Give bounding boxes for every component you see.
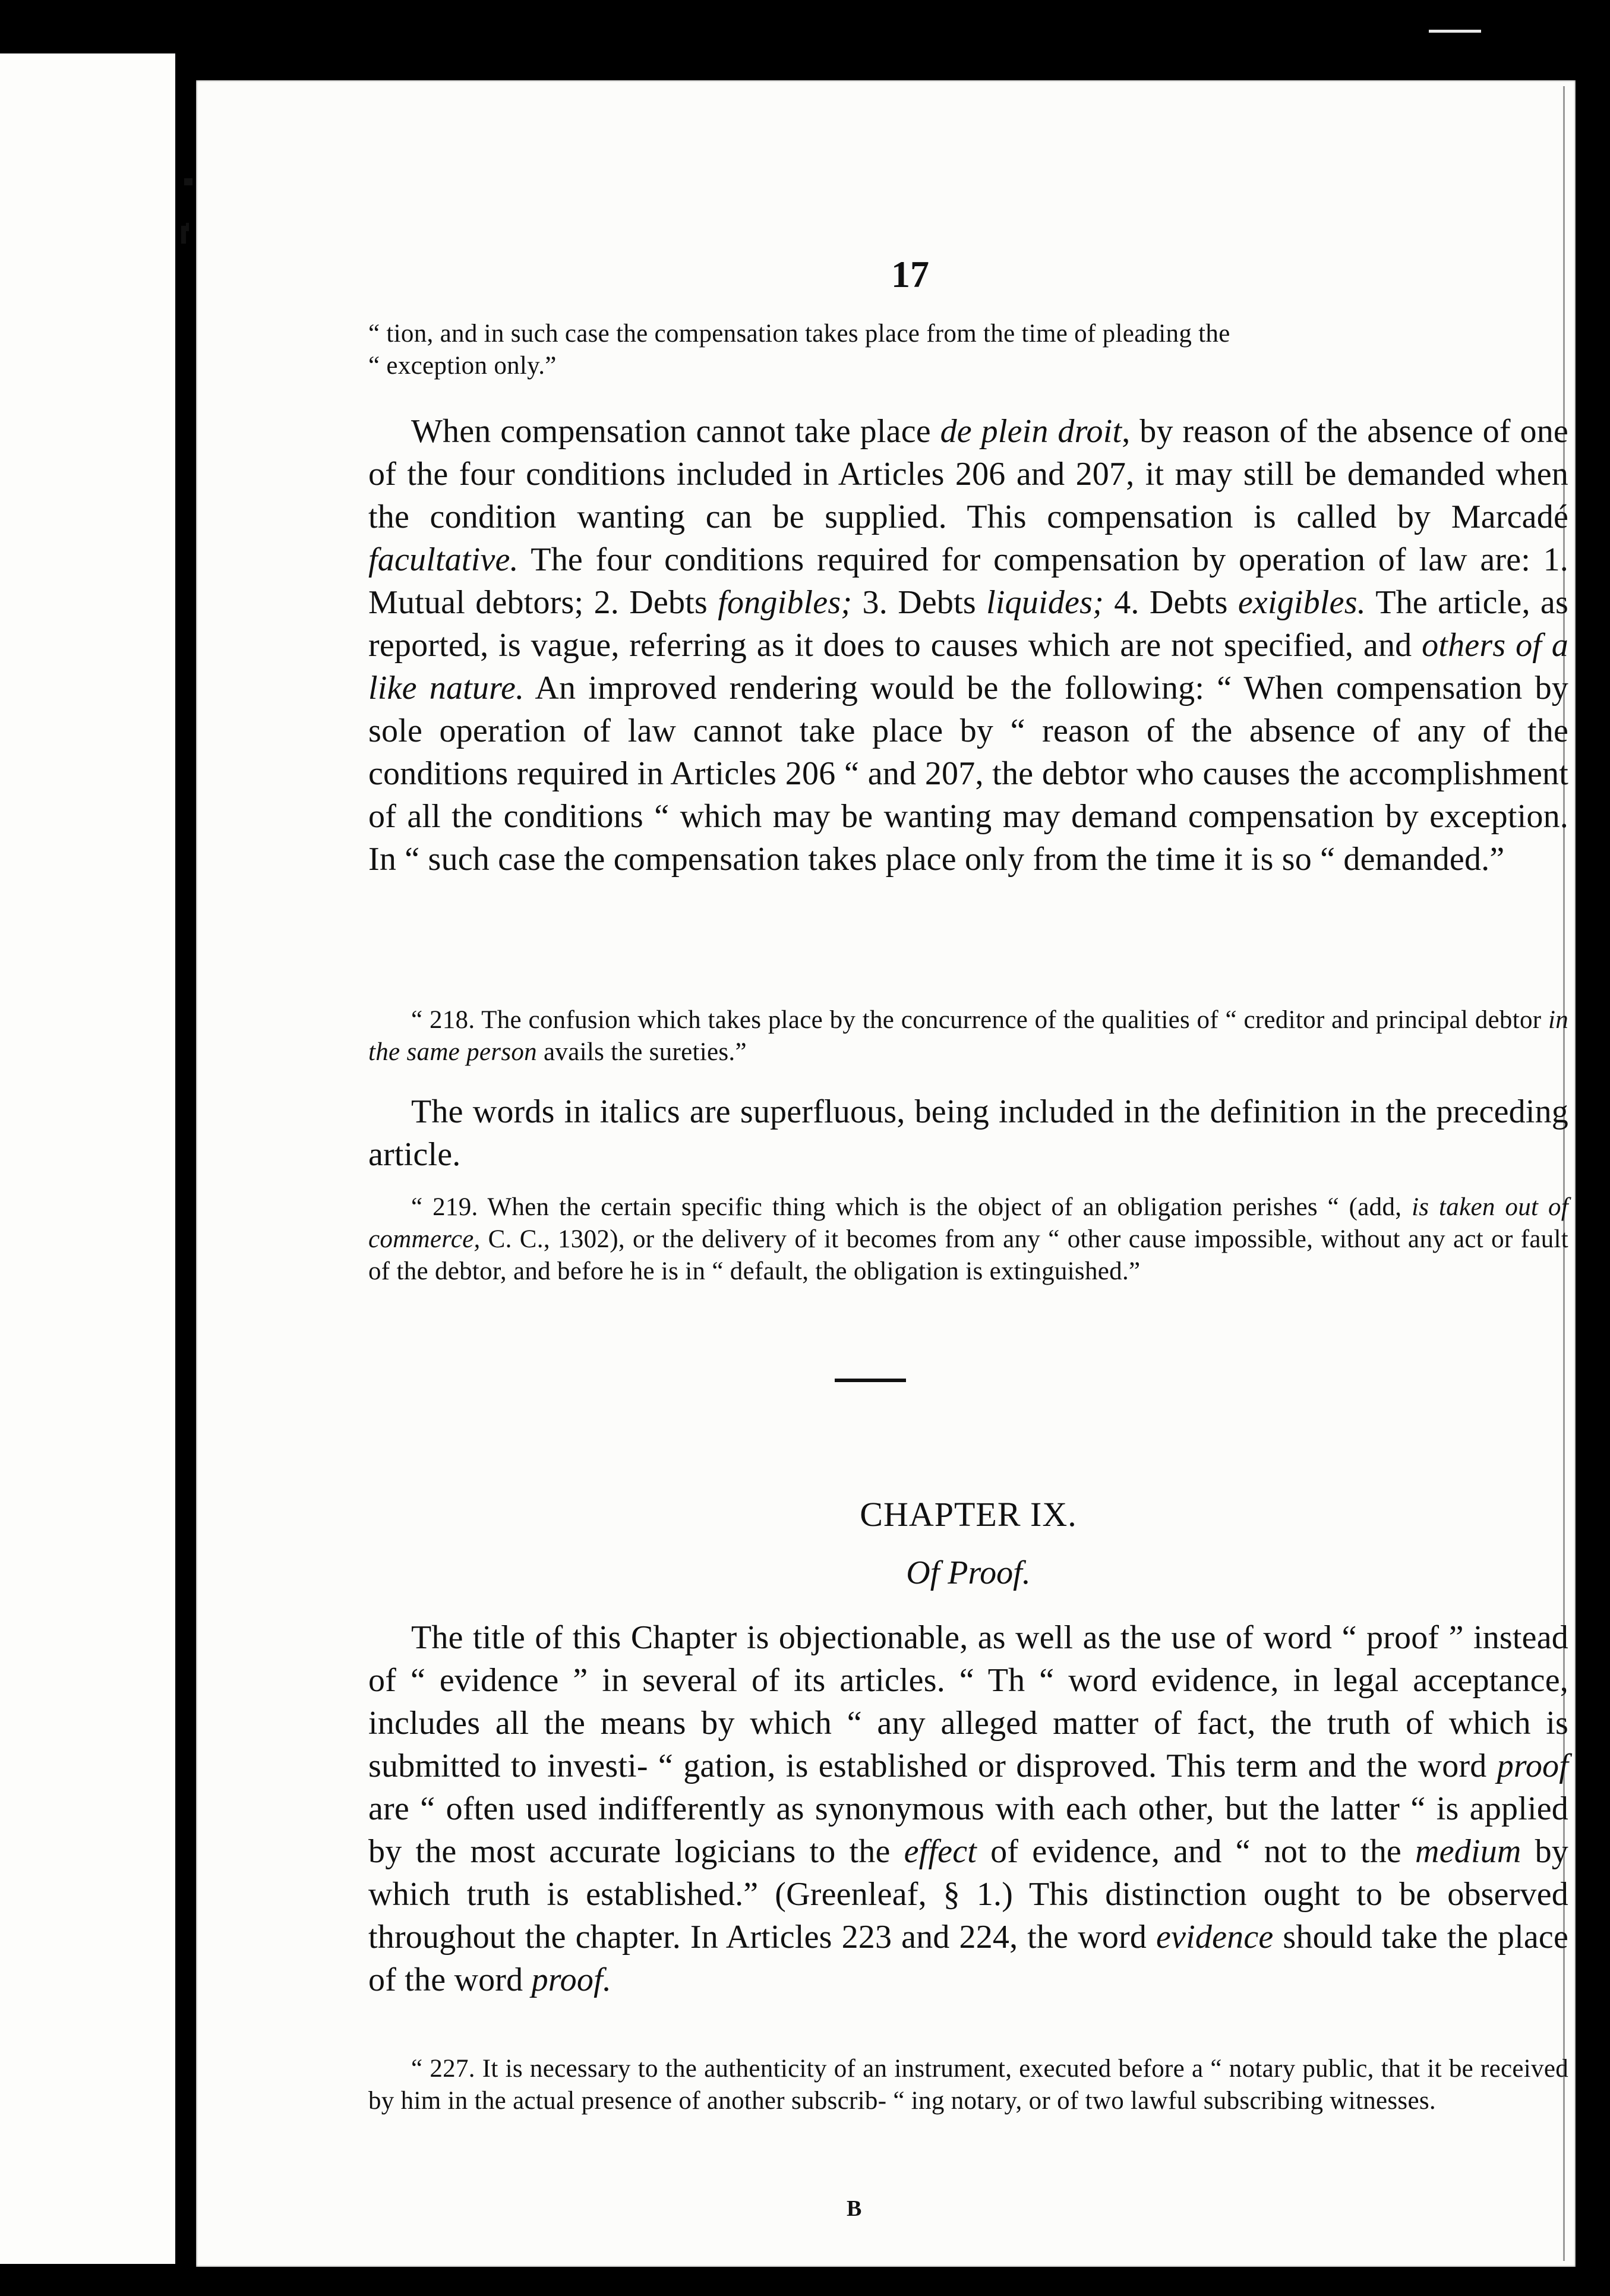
quote-line: “ exception only.” <box>368 352 557 380</box>
article-text: “ 219. When the certain specific thing which is the object of an obligation perishes “ (add, is taken out of commerce, C. C., 1302), or the delivery of it becomes from any “ other cause impossible, without any act or fault of the debtor, and before he is in “ default, the obligation is extinguished.” <box>368 1193 1568 1285</box>
paragraph-compensation <box>368 410 1568 881</box>
paragraph-italics-note <box>368 1090 1568 1176</box>
book-page <box>196 80 1576 2267</box>
binding-mark <box>184 178 192 185</box>
binding-mark <box>186 223 189 231</box>
paragraph-text: When compensation cannot take place de plein droit, by reason of the absence of one of the four conditions included in Articles 206 and 207, it may still be demanded when the condition wanting can be supplied. This compensation is called by Marcadé facultative. The four conditions required for compensation by operation of law are: 1. Mutual debtors; 2. Debts fongibles; 3. Debts liquides; 4. Debts exigibles. The article, as reported, is vague, referring as it does to causes which are not specified, and others of a like nature. An improved rendering would be the following: “ When compensation by sole operation of law cannot take place by “ reason of the absence of any of the conditions required in Articles 206 “ and 207, the debtor who causes the accomplishment of all the conditions “ which may be wanting may demand compensation by exception. In “ such case the compensation takes place only from the time it is so “ demanded.” <box>368 413 1569 878</box>
article-218 <box>368 1004 1568 1068</box>
paragraph-text: The words in italics are superfluous, being included in the definition in the preceding article. <box>368 1093 1568 1173</box>
facing-page-edge <box>0 53 175 2264</box>
article-219 <box>368 1191 1568 1288</box>
chapter-title: CHAPTER IX. <box>860 1495 1077 1534</box>
article-text: “ 218. The confusion which takes place by the concurrence of the qualities of “ creditor and principal debtor in the same person avails the sureties.” <box>368 1006 1568 1066</box>
chapter-subtitle: Of Proof. <box>906 1554 1031 1591</box>
page-number: 17 <box>891 253 929 295</box>
top-rule-mark <box>1429 30 1481 33</box>
paragraph-text: The title of this Chapter is objectionable, as well as the use of word “ proof ” instead of “ evidence ” in several of its articles. “ Th “ word evidence, in legal acceptance, includes all the means by which “ any alleged matter of fact, the truth of which is submitted to investi- “ gation, is established or disproved. This term and the word proof are “ often used indifferently as synonymous with each other, but the latter “ is applied by the most accurate logicians to the effect of evidence, and “ not to the medium by which truth is established.” (Greenleaf, § 1.) This distinction ought to be observed throughout the chapter. In Articles 223 and 224, the word evidence should take the place of the word proof. <box>368 1619 1569 1998</box>
article-text: “ 227. It is necessary to the authenticity of an instrument, executed before a “ notary public, that it be received by him in the actual presence of another subscrib- “ ing notary, or of two lawful subscribing witnesses. <box>368 2055 1568 2115</box>
article-227 <box>368 2053 1568 2117</box>
paragraph-proof <box>368 1616 1568 2001</box>
quote-continuation <box>368 318 1568 382</box>
section-divider <box>835 1379 906 1382</box>
quote-line: “ tion, and in such case the compensation takes place from the time of pleading the <box>368 320 1230 348</box>
signature-mark: B <box>847 2196 862 2221</box>
margin-mark <box>181 226 186 244</box>
